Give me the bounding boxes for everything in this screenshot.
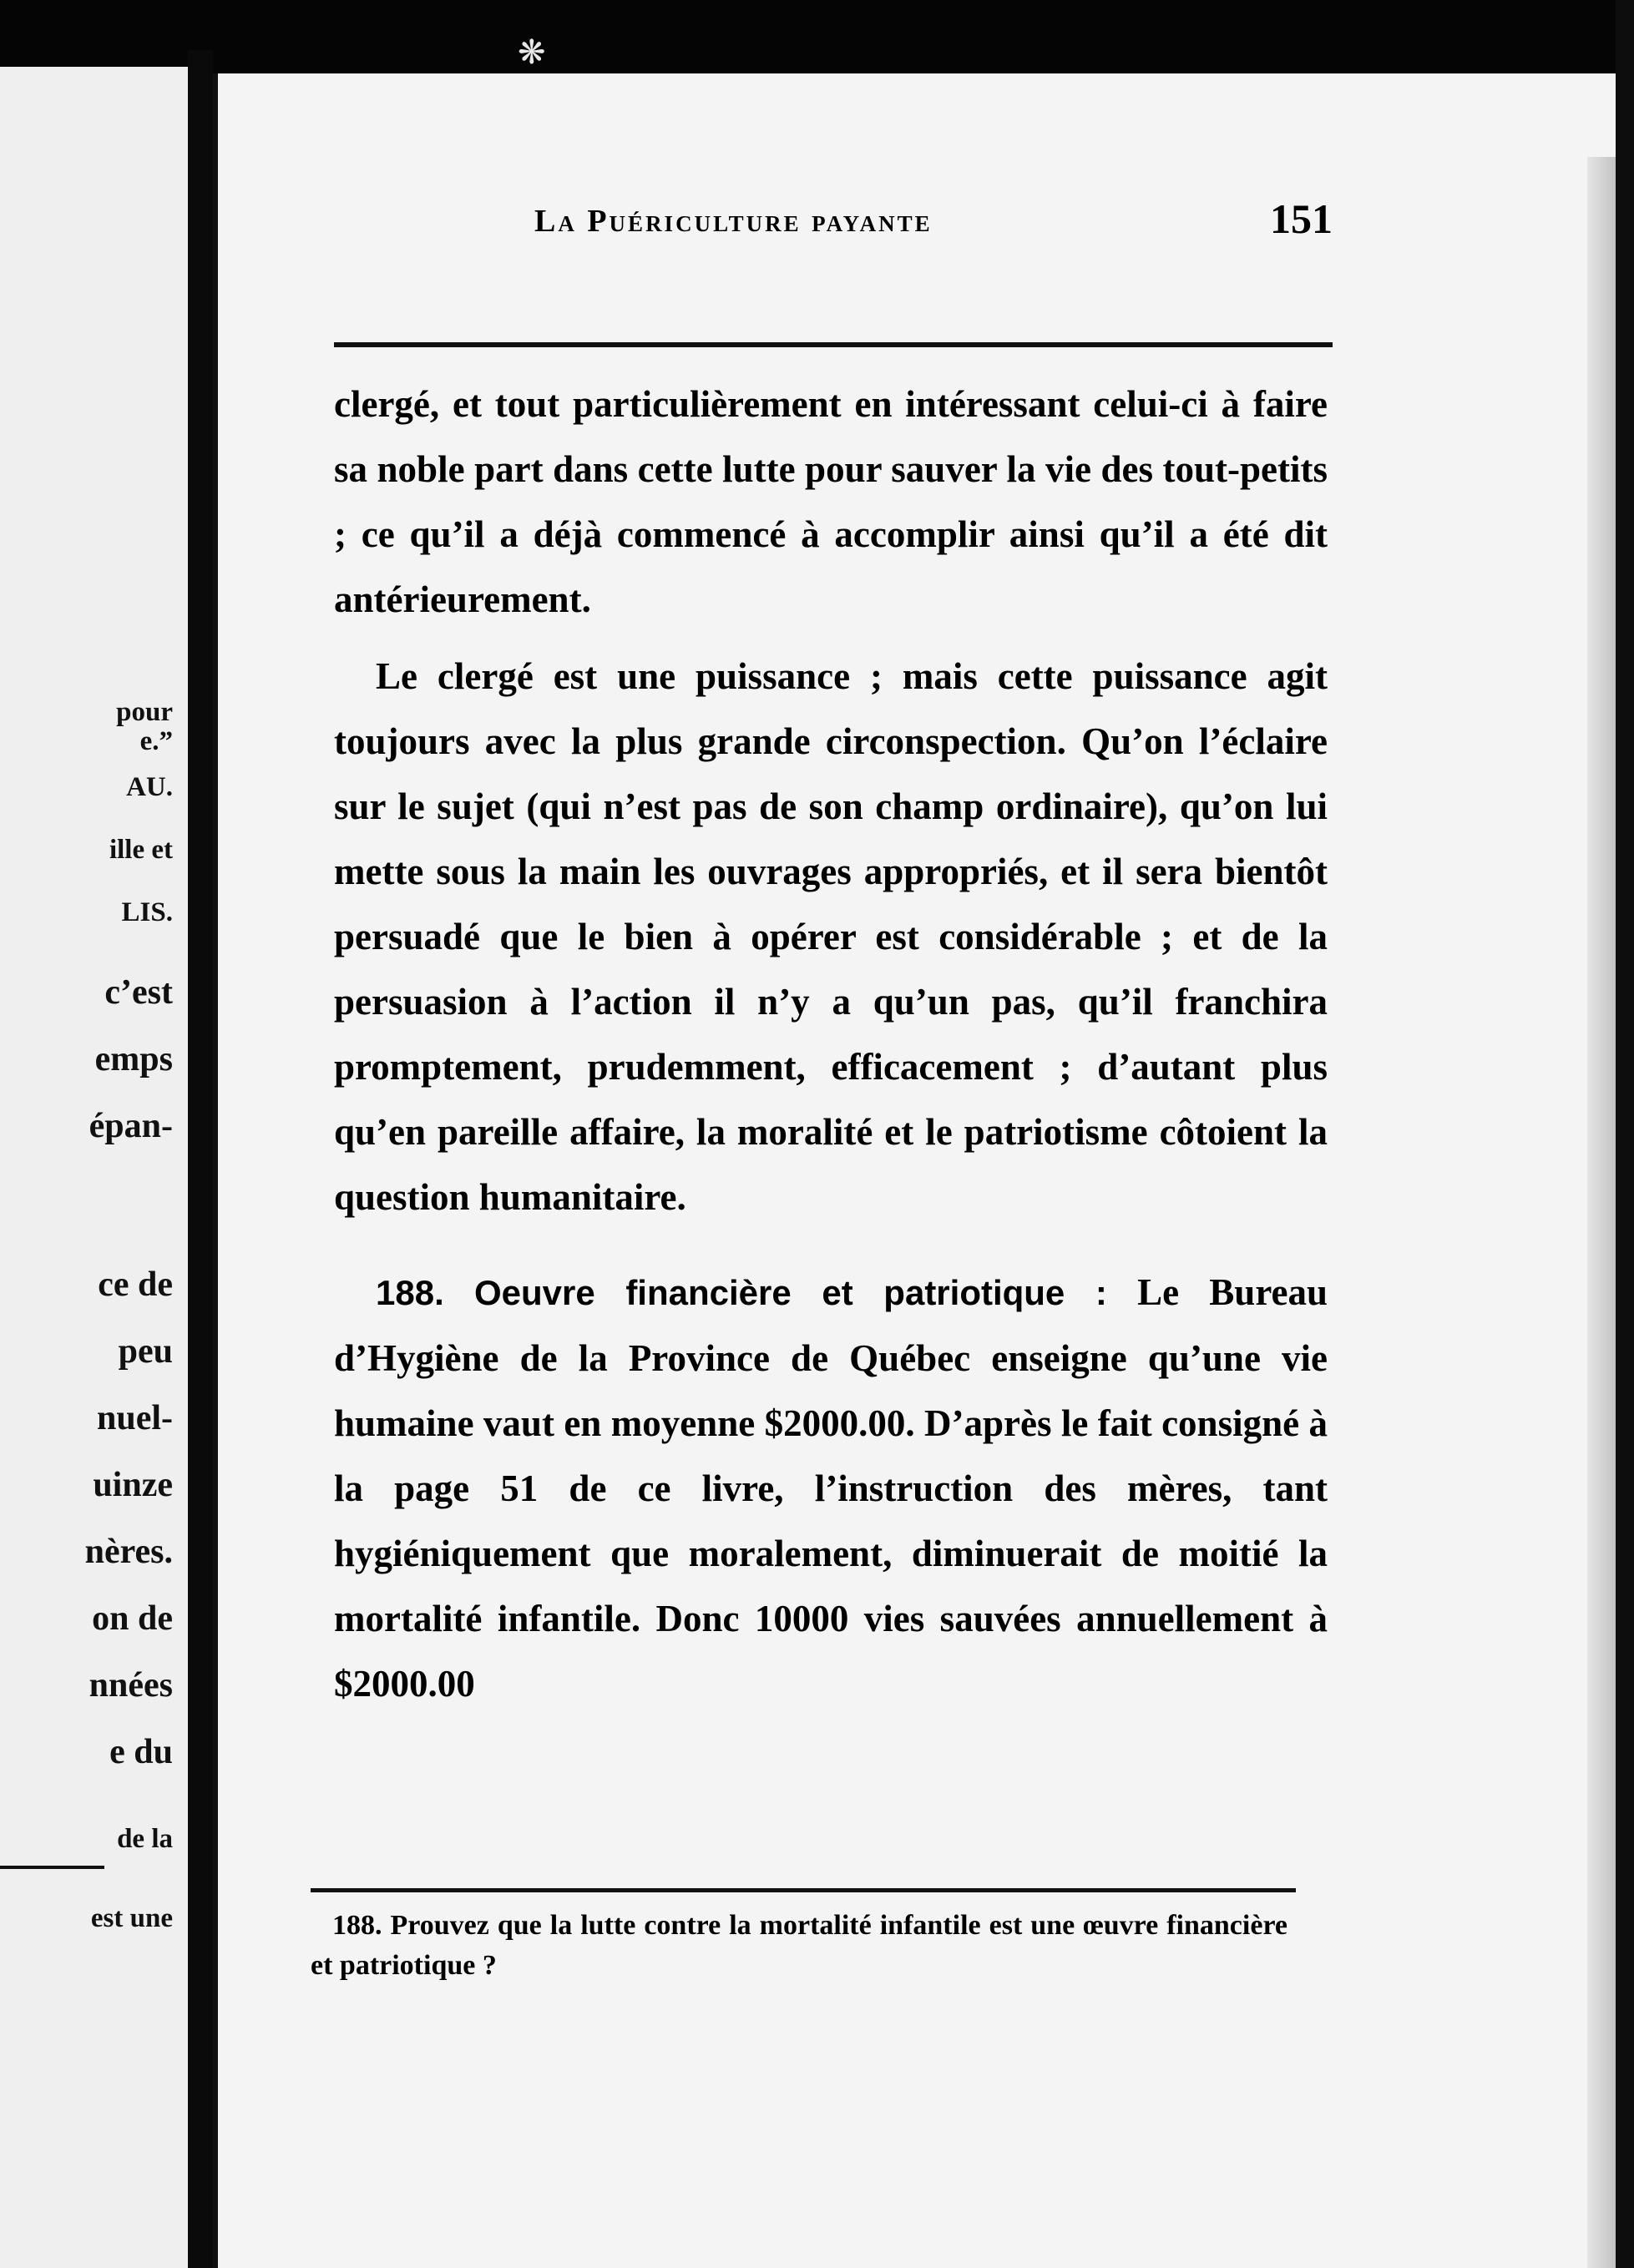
left-fragment: c’est: [104, 973, 173, 1012]
left-fragment: LIS.: [121, 897, 173, 927]
left-fragment: épan-: [89, 1107, 173, 1145]
footnote-rule: [311, 1888, 1296, 1892]
section-title: Oeuvre financière et patriotique :: [473, 1273, 1107, 1312]
running-title: La Puériculture payante: [534, 204, 933, 239]
left-fragment: pour: [116, 697, 173, 727]
left-fragment: est une: [90, 1903, 173, 1933]
left-fragment: nères.: [84, 1533, 173, 1571]
left-fragment: nnées: [89, 1666, 173, 1705]
binding-clip-icon: ❋: [518, 33, 546, 72]
left-fragment: AU.: [126, 772, 173, 802]
left-fragment: on de: [92, 1599, 173, 1638]
footnote-number: 188.: [332, 1910, 382, 1941]
book-gutter: [188, 50, 213, 2268]
running-header: [334, 194, 1333, 253]
section-text: Le Bureau d’Hygiène de la Province de Québec enseigne qu’une vie humaine vaut en moyenne $2000.00. D’après le fait consigné à la page 51 de ce livre, l’instruction des mères, tant hygiéniquement que moralement, diminuerait de moitié la mortalité infantile. Donc 10000 vies sauvées annuellement à $2000.00: [334, 1271, 1328, 1705]
paragraph: clergé, et tout particulièrement en intéressant celui-ci à faire sa noble part dans cette lutte pour sauver la vie des tout-petits ; ce qu’il a déjà commencé à accomplir ainsi qu’il a été dit antérieurement.: [334, 383, 1328, 620]
footnote-text: Prouvez que la lutte contre la mortalité infantile est une œuvre financière et patriotique ?: [311, 1910, 1288, 1981]
left-fragment: uinze: [93, 1466, 173, 1504]
left-fragment: nuel-: [96, 1399, 173, 1437]
page-number: 151: [1270, 195, 1333, 242]
left-fragment: ce de: [98, 1265, 173, 1304]
scan-border: [1616, 0, 1634, 2268]
footnote: [311, 1906, 1287, 1986]
left-footnote-rule: [0, 1866, 104, 1869]
previous-page-fragment: [0, 67, 188, 2268]
left-fragment: ille et: [109, 835, 173, 865]
section-number: 188.: [376, 1273, 444, 1312]
header-rule: [334, 342, 1333, 347]
body-text: [334, 371, 1328, 1716]
left-fragment: de la: [117, 1824, 173, 1854]
section-paragraph: [334, 1260, 1328, 1716]
left-fragment: peu: [118, 1332, 173, 1371]
paragraph: Le clergé est une puissance ; mais cette puissance agit toujours avec la plus grande circonspection. Qu’on l’éclaire sur le sujet (qui n’est pas de son champ ordinaire), qu’on lui mette sous la main les ouvrages appropriés, et il sera bientôt persuadé que le bien à opérer est considérable ; et de la persuasion à l’action il n’y a qu’un pas, qu’il franchira promptement, prudemment, efficacement ; d’autant plus qu’en pareille affaire, la moralité et le patriotisme côtoient la question humanitaire.: [334, 655, 1328, 1218]
left-fragment: emps: [94, 1040, 173, 1078]
left-fragment: e du: [109, 1733, 173, 1771]
left-fragment: e.”: [139, 726, 173, 756]
